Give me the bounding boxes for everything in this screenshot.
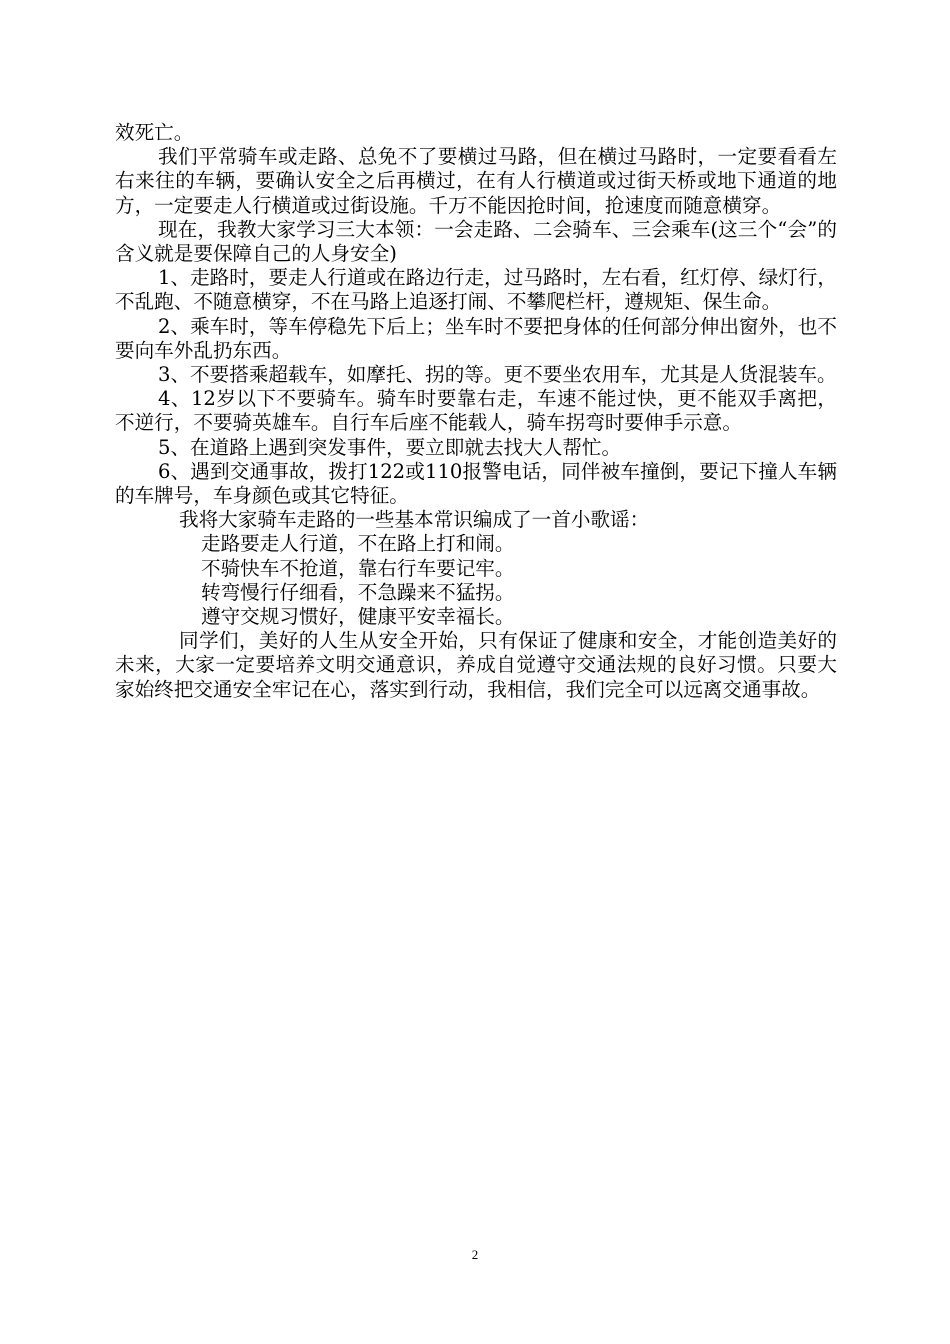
- rule-item-6: 6、遇到交通事故，拨打122或110报警电话，同伴被车撞倒，要记下撞人车辆的车牌号，车身颜色或其它特征。: [115, 459, 837, 508]
- rhyme-intro: 我将大家骑车走路的一些基本常识编成了一首小歌谣：: [179, 508, 650, 532]
- rhyme-line-2: 不骑快车不抢道，靠右行车要记牢。: [201, 556, 515, 580]
- rule-item-2: 2、乘车时，等车停稳先下后上；坐车时不要把身体的任何部分伸出窗外，也不要向车外乱扔东西。: [115, 314, 837, 362]
- closing-paragraph: 同学们，美好的人生从安全开始，只有保证了健康和安全，才能创造美好的未来，大家一定要培养文明交通意识，养成自觉遵守交通法规的良好习惯。只要大家始终把交通安全牢记在心，落实到行动，我相信，我们完全可以远离交通事故。: [115, 629, 837, 701]
- rule-item-3: 3、不要搭乘超载车，如摩托、拐的等。更不要坐农用车，尤其是人货混装车。: [158, 363, 837, 387]
- rule-item-4: 4、12岁以下不要骑车。骑车时要靠右走，车速不能过快，更不能双手离把，不逆行，不要骑英雄车。自行车后座不能载人，骑车拐弯时要伸手示意。: [115, 387, 837, 435]
- rule-item-5: 5、在道路上遇到突发事件，要立即就去找大人帮忙。: [158, 435, 622, 459]
- paragraph-crossing-road: 我们平常骑车或走路、总免不了要横过马路，但在横过马路时，一定要看看左右来往的车辆，要确认安全之后再横过，在有人行横道或过街天桥或地下通道的地方，一定要走人行横道或过街设施。千万不能因抢时间，抢速度而随意横穿。: [115, 145, 837, 217]
- rhyme-line-1: 走路要走人行道，不在路上打和闹。: [201, 532, 515, 556]
- rhyme-line-4: 遵守交规习惯好，健康平安幸福长。: [201, 605, 515, 629]
- document-body: [115, 121, 837, 702]
- page-number: 2: [471, 1247, 479, 1262]
- paragraph-continuation: 效死亡。: [115, 121, 194, 144]
- paragraph-three-skills: 现在，我教大家学习三大本领：一会走路、二会骑车、三会乘车(这三个“会”的含义就是要保障自己的人身安全): [115, 217, 837, 266]
- rule-item-1: 1、走路时，要走人行道或在路边行走，过马路时，左右看，红灯停、绿灯行，不乱跑、不随意横穿，不在马路上追逐打闹、不攀爬栏杆，遵规矩、保生命。: [115, 266, 837, 314]
- rhyme-line-3: 转弯慢行仔细看，不急躁来不猛拐。: [201, 580, 515, 604]
